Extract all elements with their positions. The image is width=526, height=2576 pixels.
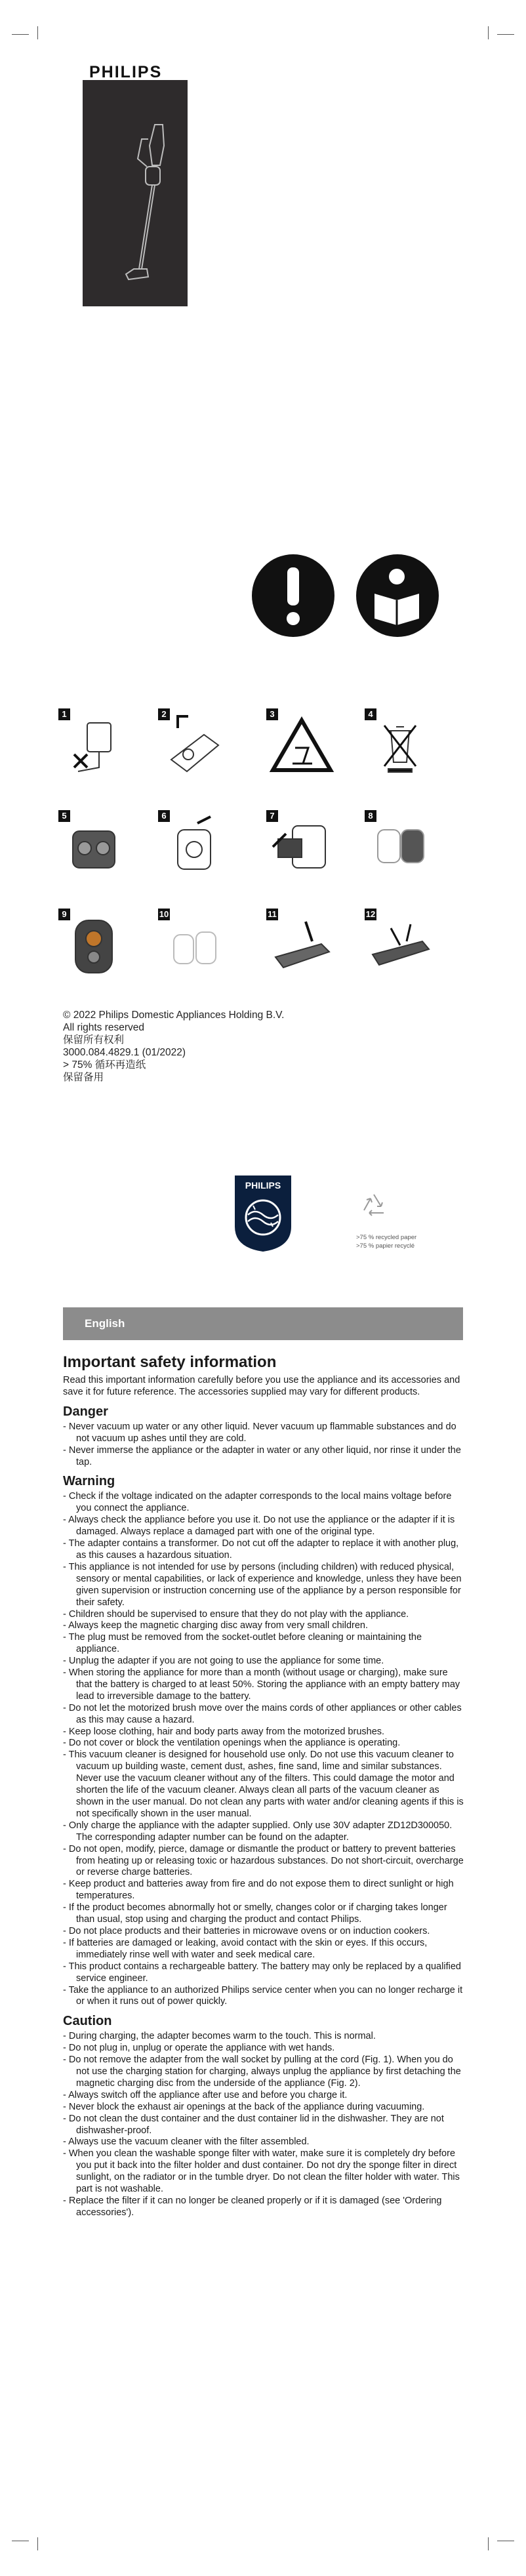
list-item: - Do not place products and their batteries in microwave ovens or on induction cookers.: [63, 1926, 464, 1938]
list-item: - Never immerse the appliance or the adapter in water or any other liquid, nor rinse it under the tap.: [63, 1445, 464, 1469]
list-item: - The adapter contains a transformer. Do not cut off the adapter to replace it with another plug, as this causes a hazardous situation.: [63, 1538, 464, 1562]
list-item: - Children should be supervised to ensure that they do not play with the appliance.: [63, 1609, 464, 1621]
recycled-paper-line: >75 % recycled paper: [356, 1234, 417, 1241]
warning-heading: Warning: [63, 1474, 115, 1489]
crop-mark: [488, 26, 489, 39]
list-item: - Take the appliance to an authorized Philips service center when you can no longer recharge it or when it runs out of power quickly.: [63, 1985, 464, 2009]
list-item: - During charging, the adapter becomes warm to the touch. This is normal.: [63, 2031, 464, 2043]
list-item: - When storing the appliance for more than a month (without usage or charging), make sure that the battery is charged to at least 50%. Storing the appliance with an empty battery may lead to irreversible damage to the battery.: [63, 1667, 464, 1703]
copyright-line: © 2022 Philips Domestic Appliances Holding B.V.: [63, 1010, 285, 1021]
danger-list: [63, 1421, 464, 1469]
list-item: - If batteries are damaged or leaking, avoid contact with the skin or eyes. If this occurs, immediately rinse well with water and seek medical care.: [63, 1938, 464, 1961]
figure-panel-2: 2: [158, 708, 229, 779]
section-title: Important safety information: [63, 1353, 277, 1371]
figure-panel-9: 9: [58, 909, 129, 979]
crop-mark: [37, 26, 38, 39]
crop-mark: [37, 2537, 38, 2550]
warning-list: [63, 1491, 464, 2008]
list-item: - Do not remove the adapter from the wall socket by pulling at the cord (Fig. 1). When you do not use the charging station for charging, always unplug the appliance by first detaching the magnetic charging disc from the underside of the appliance (Fig. 2).: [63, 2055, 464, 2090]
list-item: - Replace the filter if it can no longer be cleaned properly or if it is damaged (see 'Ordering accessories').: [63, 2196, 464, 2219]
exclamation-icon: [251, 553, 336, 638]
caution-list: [63, 2031, 464, 2219]
cover-panel: [83, 21, 188, 306]
read-manual-icon: [355, 553, 440, 638]
figure-panel-4: 4: [365, 708, 435, 779]
philips-shield-logo: [233, 1174, 293, 1253]
safety-information: [63, 1353, 464, 2219]
list-item: - Never vacuum up water or any other liquid. Never vacuum up flammable substances and do not vacuum up ashes until they are cold.: [63, 1421, 464, 1445]
recycled-paper-note: [356, 1233, 416, 1250]
list-item: - This appliance is not intended for use by persons (including children) with reduced physical, sensory or mental capabilities, or lack of experience and knowledge, unless they have been given supervision or instruction concerning use of the appliance by a person responsible for their safety.: [63, 1562, 464, 1609]
list-item: - Never block the exhaust air openings at the back of the appliance during vacuuming.: [63, 2102, 464, 2114]
stick-vacuum-illustration: [109, 119, 168, 296]
danger-heading: Danger: [63, 1404, 108, 1419]
list-item: - Check if the voltage indicated on the adapter corresponds to the local mains voltage before you connect the appliance.: [63, 1491, 464, 1515]
caution-heading: Caution: [63, 2014, 112, 2029]
crop-mark: [488, 2537, 489, 2550]
papier-recycle-line: >75 % papier recyclé: [356, 1242, 415, 1250]
list-item: - Keep product and batteries away from fire and do not expose them to direct sunlight or high temperatures.: [63, 1879, 464, 1902]
badge-brand: PHILIPS: [245, 1180, 281, 1191]
figure-panel-3: 3: [266, 708, 337, 779]
list-item: - Do not open, modify, pierce, damage or dismantle the product or battery to prevent batteries from heating up or releasing toxic or hazardous substances. Do not short-circuit, overcharge or reverse charge batteries.: [63, 1844, 464, 1879]
list-item: - This product contains a rechargeable battery. The battery may only be replaced by a qualified service engineer.: [63, 1961, 464, 1985]
language-header: [63, 1307, 463, 1340]
figure-panel-6: 6: [158, 810, 229, 881]
list-item: - When you clean the washable sponge filter with water, make sure it is completely dry before you put it back into the filter holder and dust container. Do not dry the sponge filter in direct sunlight, on the radiator or in the tumble dryer. Do not clean the filter holder with water. This part is not washable.: [63, 2148, 464, 2196]
recycle-icon: [357, 1191, 390, 1223]
crop-mark: [497, 34, 514, 35]
list-item: - Do not clean the dust container and the dust container lid in the dishwasher. They are not dishwasher-proof.: [63, 2114, 464, 2137]
list-item: - Do not cover or block the ventilation openings when the appliance is operating.: [63, 1738, 464, 1749]
list-item: - Unplug the adapter if you are not going to use the appliance for some time.: [63, 1656, 464, 1667]
rights-line-chinese: 保留所有权利: [63, 1034, 125, 1046]
list-item: - The plug must be removed from the socket-outlet before cleaning or maintaining the appliance.: [63, 1632, 464, 1656]
rights-line: All rights reserved: [63, 1022, 145, 1033]
list-item: - Always check the appliance before you use it. Do not use the appliance or the adapter if it is damaged. Always replace a damaged part with one of the original type.: [63, 1515, 464, 1538]
figure-panel-1: 1: [58, 708, 129, 779]
reserved-line-chinese: 保留备用: [63, 1072, 104, 1083]
figure-panel-12: 12: [365, 909, 435, 979]
recycled-paper-line-chinese: > 75% 循环再造纸: [63, 1059, 146, 1071]
list-item: - If the product becomes abnormally hot or smelly, changes color or if charging takes longer than usual, stop using and charging the product and contact Philips.: [63, 1902, 464, 1926]
figure-panel-11: 11: [266, 909, 337, 979]
intro-paragraph: Read this important information carefully before you use the appliance and its accessories and save it for future reference. The accessories supplied may vary for different products.: [63, 1375, 460, 1397]
list-item: - Always switch off the appliance after use and before you charge it.: [63, 2090, 464, 2102]
list-item: - Keep loose clothing, hair and body parts away from the motorized brushes.: [63, 1727, 464, 1738]
list-item: - Only charge the appliance with the adapter supplied. Only use 30V adapter ZD12D300050. The corresponding adapter number can be found on the adapter.: [63, 1820, 464, 1844]
figure-panel-7: 7: [266, 810, 337, 881]
crop-mark: [12, 34, 29, 35]
cover-logo-area: [83, 21, 188, 80]
list-item: - This vacuum cleaner is designed for household use only. Do not use this vacuum cleaner to vacuum up building waste, cement dust, ashes, fine sand, lime and similar substances. Never use the vacuum cleaner without any of the filters. This could damage the motor and shorten the life of the vacuum cleaner. Always clean all parts of the vacuum cleaner as shown in the user manual. Do not clean any parts with water and/or cleaning agents if this is not specifically shown in the user manual.: [63, 1749, 464, 1820]
list-item: - Do not plug in, unplug or operate the appliance with wet hands.: [63, 2043, 464, 2055]
list-item: - Always use the vacuum cleaner with the filter assembled.: [63, 2136, 464, 2148]
brand-logo: PHILIPS: [89, 63, 163, 81]
document-number: 3000.084.4829.1 (01/2022): [63, 1047, 186, 1058]
list-item: - Do not let the motorized brush move over the mains cords of other appliances or other cables as this may cause a hazard.: [63, 1703, 464, 1727]
list-item: - Always keep the magnetic charging disc away from very small children.: [63, 1620, 464, 1632]
figure-panel-5: 5: [58, 810, 129, 881]
copyright-block: [63, 1009, 284, 1084]
figure-panel-10: 10: [158, 909, 229, 979]
language-label: English: [85, 1317, 125, 1330]
figure-panel-8: 8: [365, 810, 435, 881]
